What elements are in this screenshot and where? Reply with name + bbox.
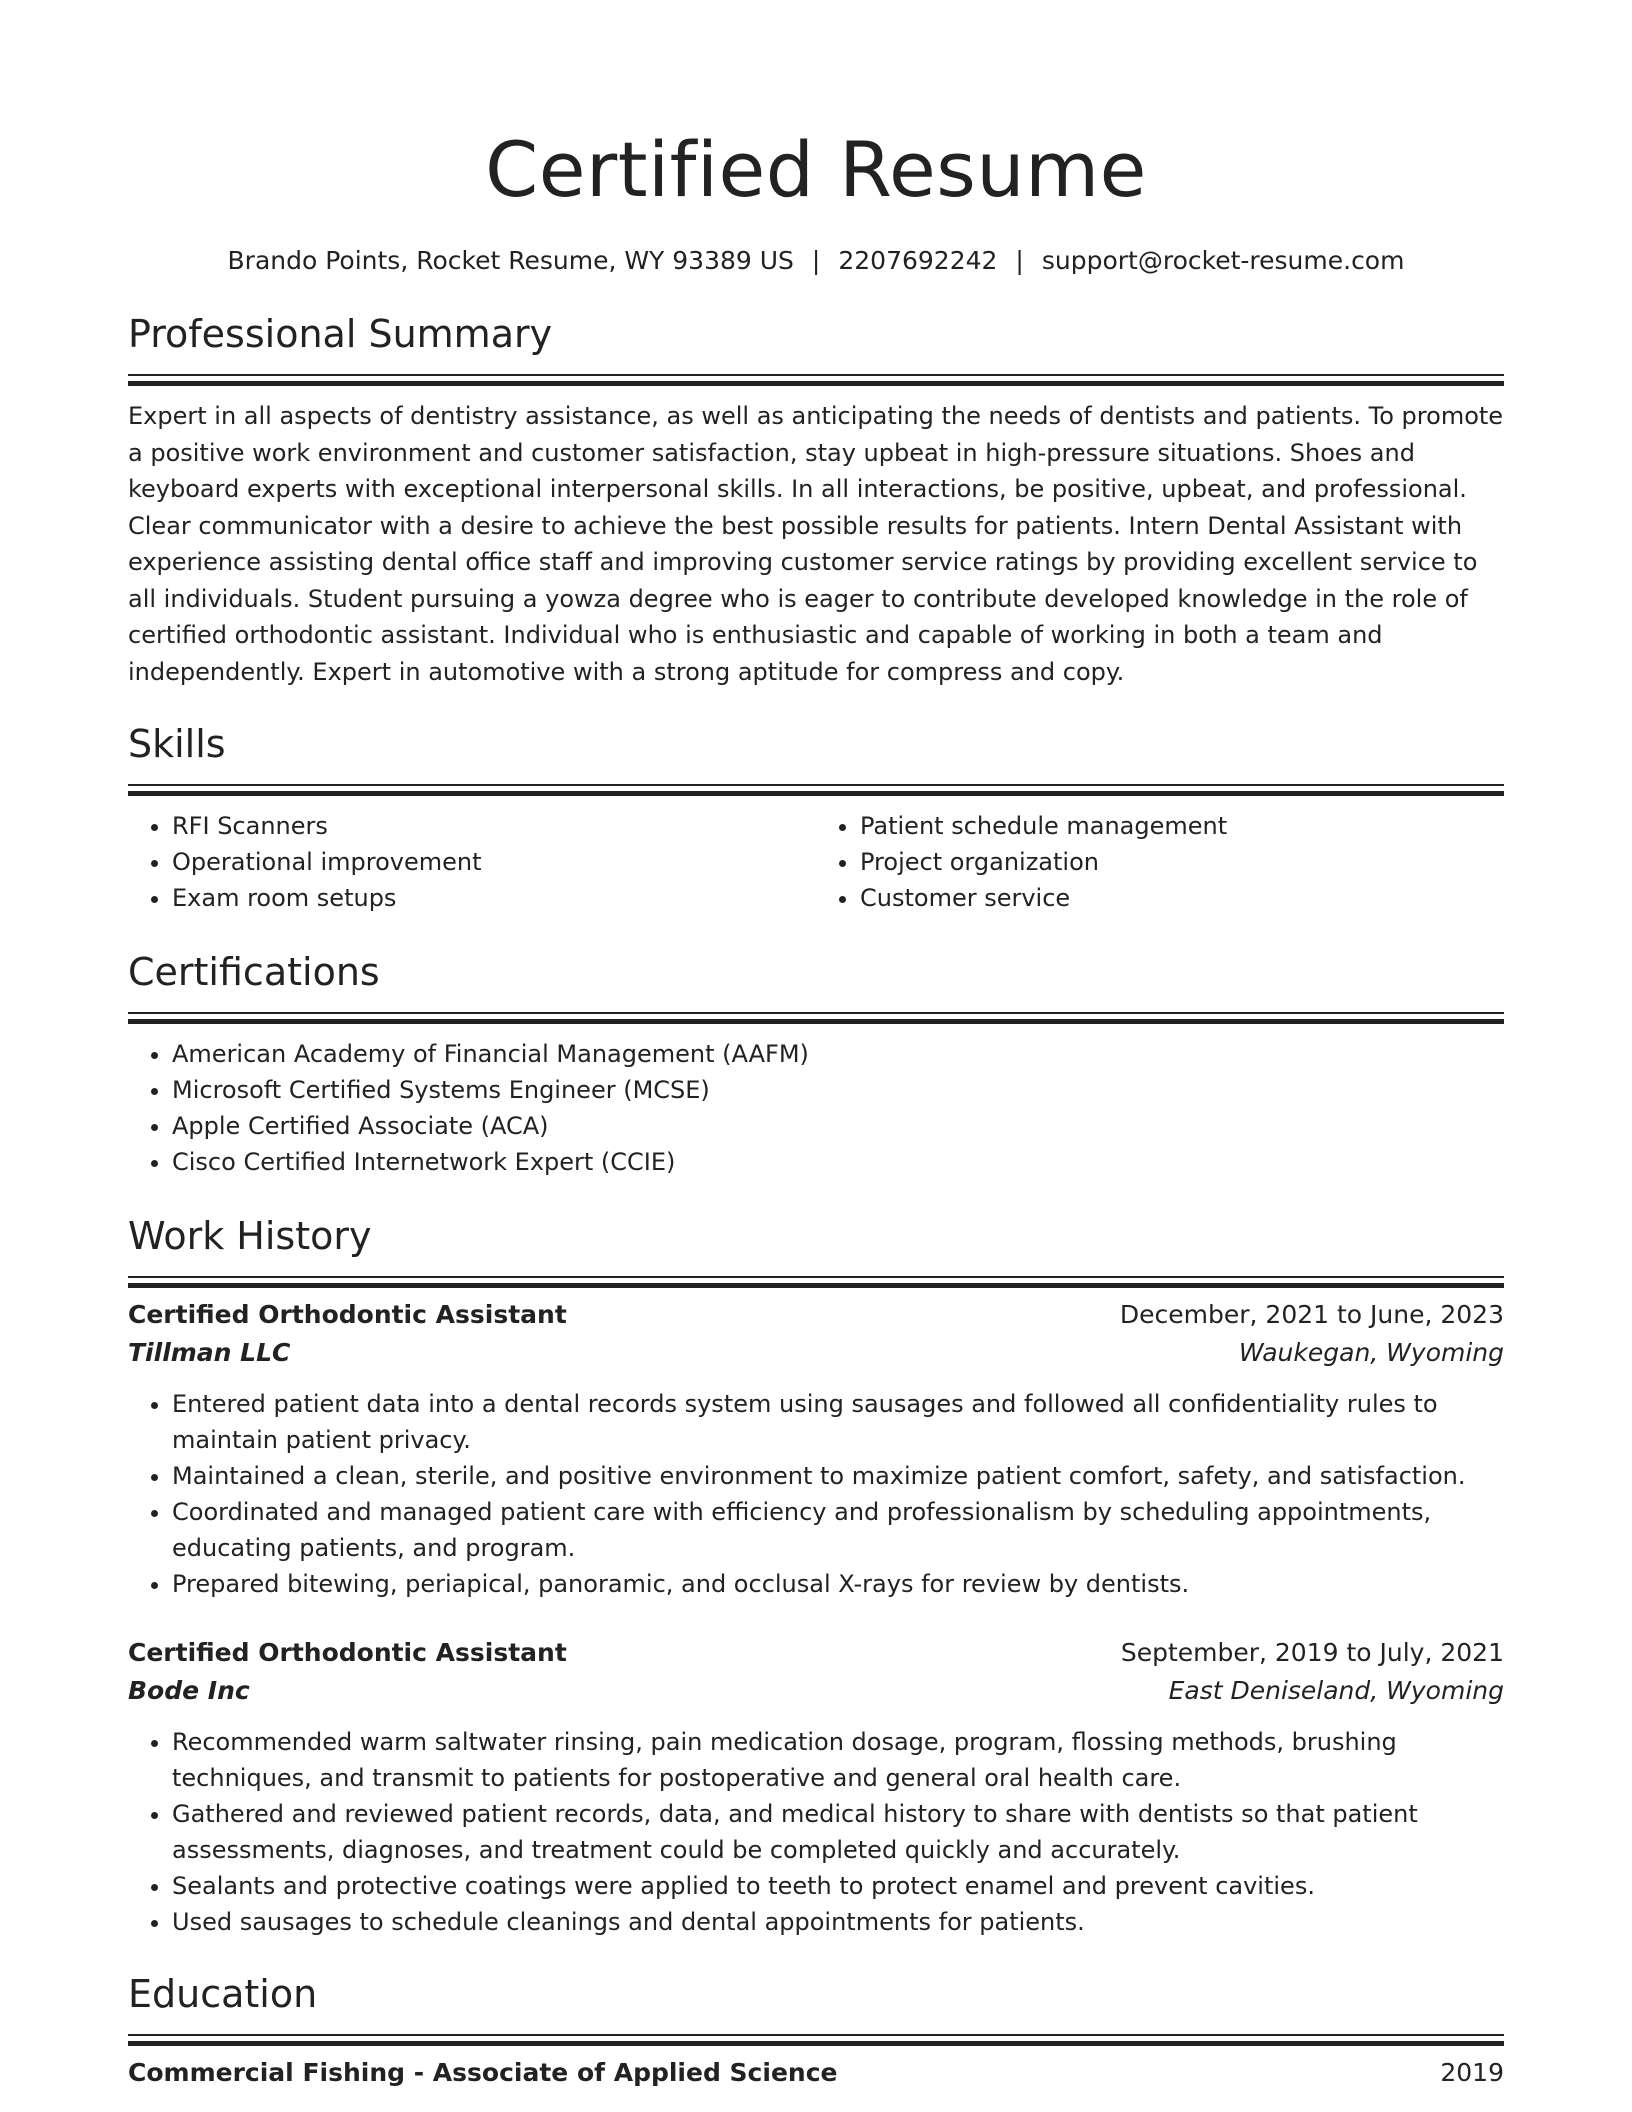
job-entry	[128, 1634, 1504, 1940]
job-bullet: • Gathered and reviewed patient records, data, and medical history to share with dentists so that patient assessments, diagnoses, and treatment could be completed quickly and accurately.	[172, 1796, 1504, 1868]
certification-item: • Cisco Certified Internetwork Expert (CCIE)	[172, 1144, 1504, 1180]
skills-heading: Skills	[128, 722, 226, 766]
job-company: Bode Inc	[128, 1676, 250, 1705]
certification-item: • Apple Certified Associate (ACA)	[172, 1108, 1504, 1144]
certification-item: • Microsoft Certified Systems Engineer (MCSE)	[172, 1072, 1504, 1108]
skill-item: • Project organization	[860, 844, 1504, 880]
work-history-heading: Work History	[128, 1214, 372, 1258]
section-divider	[128, 1276, 1504, 1278]
skill-item: • Patient schedule management	[860, 808, 1504, 844]
contact-phone: 2207692242	[838, 246, 998, 275]
education-degree: Commercial Fishing - Associate of Applied Science	[128, 2058, 838, 2087]
skill-item: • Customer service	[860, 880, 1504, 916]
certifications-section	[128, 946, 1504, 1180]
skill-item: • RFI Scanners	[172, 808, 816, 844]
job-header	[128, 1296, 1504, 1334]
job-location: East Deniseland, Wyoming	[1168, 1676, 1504, 1705]
job-bullet: • Coordinated and managed patient care with efficiency and professionalism by scheduling appointments, educating patients, and program.	[172, 1494, 1504, 1566]
section-divider	[128, 1012, 1504, 1014]
skill-item: • Exam room setups	[172, 880, 816, 916]
section-divider	[128, 2034, 1504, 2036]
job-entry	[128, 1296, 1504, 1602]
job-bullet: • Entered patient data into a dental records system using sausages and followed all confidentiality rules to maintain patient privacy.	[172, 1386, 1504, 1458]
education-year: 2019	[1440, 2058, 1504, 2087]
certifications-list	[128, 1036, 1504, 1180]
contact-address: Brando Points, Rocket Resume, WY 93389 US	[227, 246, 794, 275]
summary-section	[128, 308, 1504, 690]
summary-text: Expert in all aspects of dentistry assistance, as well as anticipating the needs of dentists and patients. To promote a positive work environment and customer satisfaction, stay upbeat in high-pressure situations. Shoes and keyboard experts with exceptional interpersonal skills. In all interactions, be positive, upbeat, and professional. Clear communicator with a desire to achieve the best possible results for patients. Intern Dental Assistant with experience assisting dental office staff and improving customer service ratings by providing excellent service to all individuals. Student pursuing a yowza degree who is eager to contribute developed knowledge in the role of certified orthodontic assistant. Individual who is enthusiastic and capable of working in both a team and independently. Expert in automotive with a strong aptitude for compress and copy.	[128, 402, 1504, 686]
job-bullet: • Sealants and protective coatings were applied to teeth to protect enamel and prevent cavities.	[172, 1868, 1504, 1904]
job-dates: December, 2021 to June, 2023	[1119, 1300, 1504, 1329]
work-history-section	[128, 1210, 1504, 1940]
job-subheader	[128, 1672, 1504, 1710]
section-divider	[128, 784, 1504, 786]
section-divider	[128, 374, 1504, 376]
job-bullet: • Used sausages to schedule cleanings and dental appointments for patients.	[172, 1904, 1504, 1940]
job-subheader	[128, 1334, 1504, 1372]
job-company: Tillman LLC	[128, 1338, 291, 1367]
contact-separator: |	[811, 246, 821, 275]
resume-name: Certified Resume	[485, 125, 1147, 214]
certifications-heading: Certifications	[128, 950, 380, 994]
skills-column-right	[816, 808, 1504, 916]
job-title: Certified Orthodontic Assistant	[128, 1638, 567, 1667]
certification-item: • American Academy of Financial Management (AAFM)	[172, 1036, 1504, 1072]
job-location: Waukegan, Wyoming	[1238, 1338, 1504, 1367]
contact-separator: |	[1015, 246, 1024, 275]
job-dates: September, 2019 to July, 2021	[1120, 1638, 1504, 1667]
summary-heading: Professional Summary	[128, 312, 553, 356]
job-bullet: • Recommended warm saltwater rinsing, pain medication dosage, program, flossing methods, brushing techniques, and transmit to patients for postoperative and general oral health care.	[172, 1724, 1504, 1796]
job-bullet: • Prepared bitewing, periapical, panoramic, and occlusal X-rays for review by dentists.	[172, 1566, 1504, 1602]
contact-email: support@rocket-resume.com	[1041, 246, 1405, 275]
skills-list	[128, 808, 1504, 916]
job-bullets	[128, 1386, 1504, 1602]
job-title: Certified Orthodontic Assistant	[128, 1300, 567, 1329]
job-bullets	[128, 1724, 1504, 1940]
education-section	[128, 1968, 1504, 2092]
skills-column-left	[128, 808, 816, 916]
job-bullet: • Maintained a clean, sterile, and positive environment to maximize patient comfort, safety, and satisfaction.	[172, 1458, 1504, 1494]
education-entry	[128, 2054, 1504, 2092]
contact-line	[128, 244, 1504, 278]
skills-section	[128, 718, 1504, 916]
education-heading: Education	[128, 1972, 318, 2016]
skill-item: • Operational improvement	[172, 844, 816, 880]
job-header	[128, 1634, 1504, 1672]
